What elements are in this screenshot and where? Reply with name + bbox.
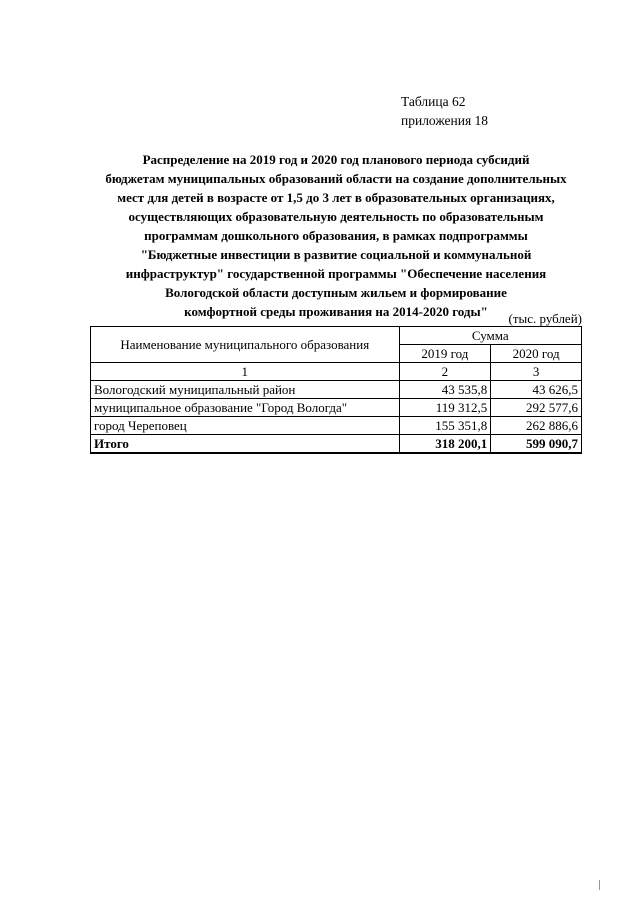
table-header-row bbox=[91, 327, 582, 345]
amount-2020: 262 886,6 bbox=[491, 417, 582, 435]
amount-2019: 119 312,5 bbox=[399, 399, 491, 417]
municipality-name: муниципальное образование "Город Вологда" bbox=[91, 399, 400, 417]
table-reference bbox=[401, 92, 488, 130]
title-line: мест для детей в возрасте от 1,5 до 3 лет в образовательных организациях, bbox=[117, 190, 555, 205]
amount-2020: 43 626,5 bbox=[491, 381, 582, 399]
title-line: Вологодской области доступным жильем и формирование bbox=[165, 285, 507, 300]
scan-artifact bbox=[599, 880, 600, 890]
table-row bbox=[91, 417, 582, 435]
column-number: 3 bbox=[491, 363, 582, 381]
total-row bbox=[91, 435, 582, 454]
title-line: инфраструктур" государственной программы "Обеспечение населения bbox=[125, 266, 547, 281]
table-row bbox=[91, 381, 582, 399]
column-number: 2 bbox=[399, 363, 491, 381]
municipality-name: город Череповец bbox=[91, 417, 400, 435]
amount-2020: 292 577,6 bbox=[491, 399, 582, 417]
table-row bbox=[91, 399, 582, 417]
title-line: Распределение на 2019 год и 2020 год планового периода субсидий bbox=[142, 152, 530, 167]
total-2019: 318 200,1 bbox=[399, 435, 491, 454]
table-number: Таблица 62 bbox=[401, 94, 466, 109]
subsidy-table bbox=[90, 326, 582, 454]
municipality-name: Вологодский муниципальный район bbox=[91, 381, 400, 399]
total-2020: 599 090,7 bbox=[491, 435, 582, 454]
document-title bbox=[90, 150, 582, 321]
title-line: комфортной среды проживания на 2014-2020 годы" bbox=[184, 304, 488, 319]
header-municipality: Наименование муниципального образования bbox=[91, 327, 400, 363]
header-year-2020: 2020 год bbox=[491, 345, 582, 363]
amount-2019: 155 351,8 bbox=[399, 417, 491, 435]
column-number: 1 bbox=[91, 363, 400, 381]
total-label: Итого bbox=[91, 435, 400, 454]
title-line: осуществляющих образовательную деятельность по образовательным bbox=[128, 209, 544, 224]
title-line: "Бюджетные инвестиции в развитие социальной и коммунальной bbox=[140, 247, 532, 262]
column-number-row bbox=[91, 363, 582, 381]
units-note: (тыс. рублей) bbox=[508, 311, 582, 326]
header-year-2019: 2019 год bbox=[399, 345, 491, 363]
title-line: бюджетам муниципальных образований области на создание дополнительных bbox=[105, 171, 567, 186]
amount-2019: 43 535,8 bbox=[399, 381, 491, 399]
appendix-reference: приложения 18 bbox=[401, 113, 489, 128]
title-line: программам дошкольного образования, в рамках подпрограммы bbox=[144, 228, 528, 243]
header-sum: Сумма bbox=[399, 327, 581, 345]
